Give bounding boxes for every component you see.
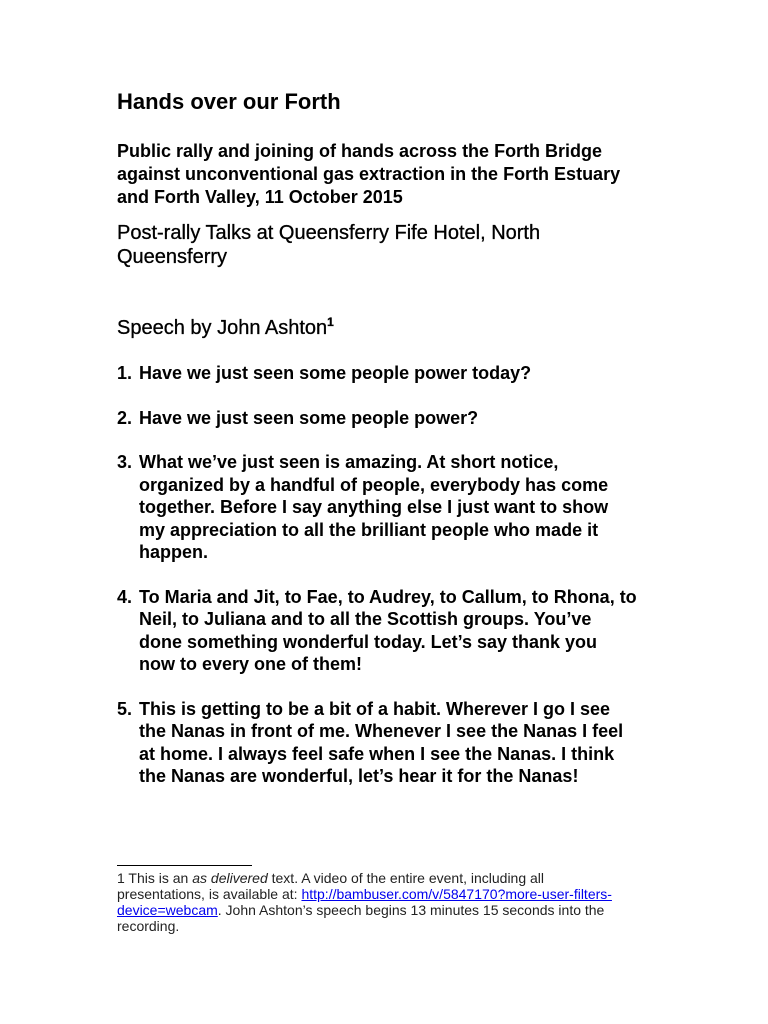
footnote-separator xyxy=(117,865,252,866)
list-item xyxy=(117,586,637,676)
footnote-text-post: . John Ashton’s speech begins 13 minutes 15 seconds into the recording. xyxy=(117,902,605,934)
item-text: To Maria and Jit, to Fae, to Audrey, to Callum, to Rhona, to Neil, to Juliana and to all the Scottish groups. You’ve done something wonderful today. Let’s say thank you now to every one of them! xyxy=(139,586,637,674)
footnote-text-pre: This is an xyxy=(124,870,193,886)
page-title: Hands over our Forth xyxy=(117,89,341,114)
speech-heading-text: Speech by John Ashton xyxy=(117,317,328,339)
item-text: This is getting to be a bit of a habit. Wherever I go I see the Nanas in front of me. Whenever I see the Nanas I feel at home. I always feel safe when I see the Nanas. I think the Nanas are wonderful, let’s hear it for the Nanas! xyxy=(139,698,624,786)
item-number: 2. xyxy=(117,407,133,428)
footnote-number: 1 xyxy=(117,870,125,886)
speech-items-list xyxy=(117,362,637,788)
list-item xyxy=(117,362,637,385)
item-text: What we’ve just seen is amazing. At short notice, organized by a handful of people, everybody has come together. Before I say anything else I just want to show my appreciation to all the brilliant people who made it happen. xyxy=(139,452,609,562)
event-subtitle: Public rally and joining of hands across the Forth Bridge against unconventional gas extraction in the Forth Estuary and Forth Valley, 11 October 2015 xyxy=(117,141,621,207)
item-number: 4. xyxy=(117,586,133,607)
list-item xyxy=(117,698,637,788)
list-item xyxy=(117,407,637,430)
footnote-reference[interactable]: 1 xyxy=(327,315,334,329)
item-number: 3. xyxy=(117,452,133,472)
document-page xyxy=(117,88,637,810)
item-text: Have we just seen some people power? xyxy=(139,407,479,428)
video-link[interactable]: http://bambuser.com/v/5847170?more-user-filters-device=webcam xyxy=(117,886,612,918)
footnote-emphasis: as delivered xyxy=(192,870,268,886)
item-number: 5. xyxy=(117,698,133,719)
list-item xyxy=(117,451,637,564)
item-text: Have we just seen some people power today? xyxy=(139,363,532,383)
item-number: 1. xyxy=(117,363,133,383)
footnote-text-mid: text. A video of the entire event, including all presentations, is available at: xyxy=(117,870,545,902)
speech-heading xyxy=(117,316,637,340)
talks-subheading: Post-rally Talks at Queensferry Fife Hotel, North Queensferry xyxy=(117,222,541,268)
footnote xyxy=(117,870,632,934)
